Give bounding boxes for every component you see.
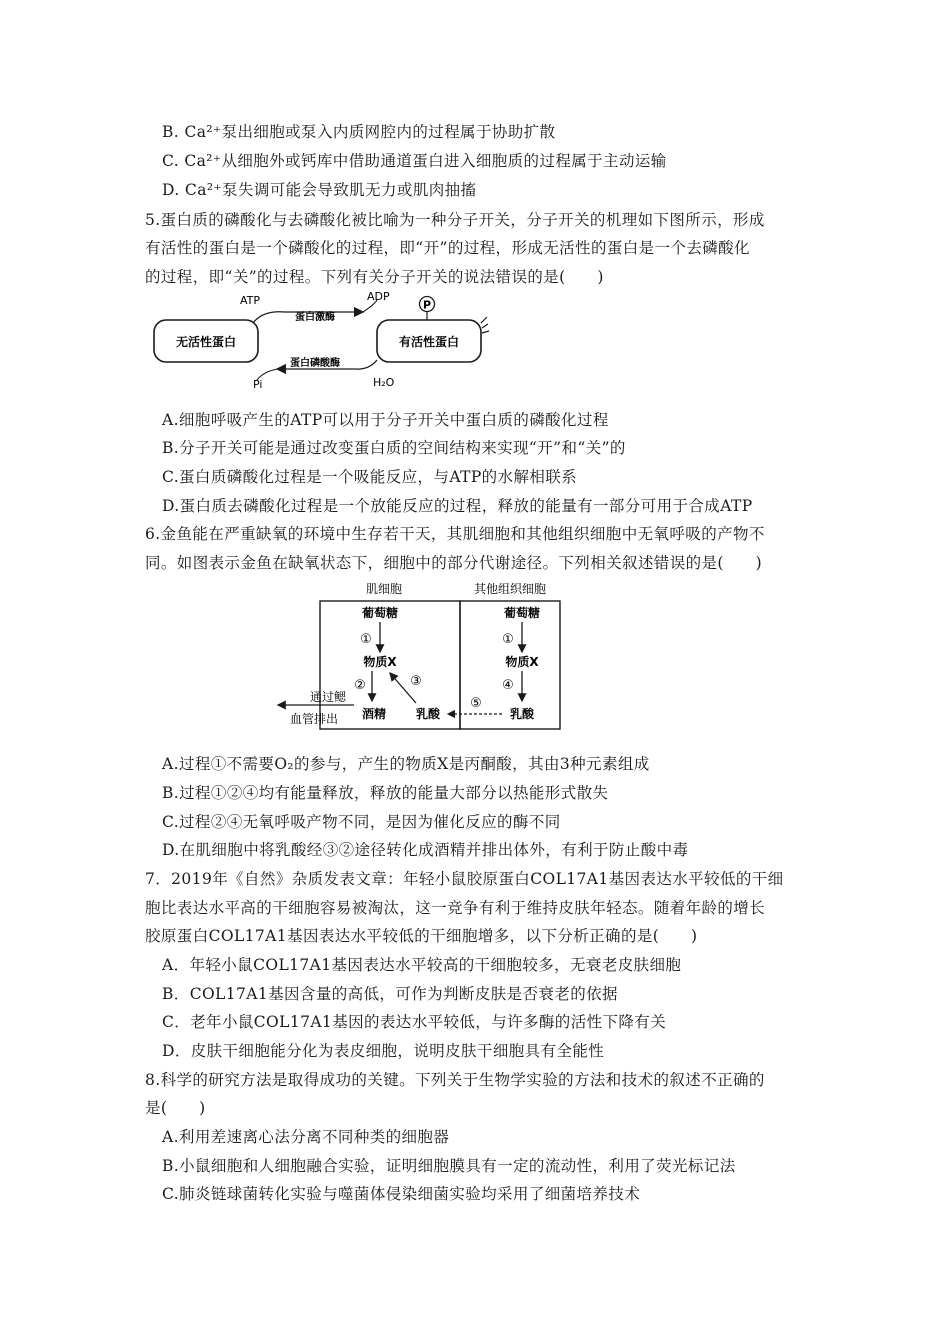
q6-option-d: D.在肌细胞中将乳酸经③②途径转化成酒精并排出体外，有利于防止酸中毒: [162, 841, 689, 859]
muscle-lactate: 乳酸: [415, 707, 441, 721]
q7-option-b: B．COL17A1基因含量的高低，可作为判断皮肤是否衰老的依据: [162, 985, 618, 1003]
q7-option-c: C．老年小鼠COL17A1基因的表达水平较低，与许多酶的活性下降有关: [162, 1013, 667, 1031]
q7-stem-line3: 胶原蛋白COL17A1基因表达水平较低的干细胞增多，以下分析正确的是( ): [145, 927, 698, 945]
other-substance-x: 物质X: [505, 655, 539, 669]
q6-option-c: C.过程②④无氧呼吸产物不同，是因为催化反应的酶不同: [162, 813, 561, 831]
pi-label: Pi: [253, 378, 263, 390]
q7-stem-line2: 胞比表达水平高的干细胞容易被淘汰，这一竞争有利于维持皮肤年轻态。随着年龄的增长: [145, 899, 766, 917]
q6-stem-line2: 同。如图表示金鱼在缺氧状态下，细胞中的部分代谢途径。下列相关叙述错误的是( ): [145, 554, 763, 572]
adp-label: ADP: [367, 290, 390, 303]
phosphatase-label: 蛋白磷酸酶: [290, 358, 340, 369]
muscle-substance-x: 物质X: [363, 655, 397, 669]
exit-label-gill: 通过鳃: [310, 690, 347, 704]
q7-option-a: A．年轻小鼠COL17A1基因表达水平较高的干细胞较多，无衰老皮肤细胞: [162, 956, 682, 974]
process-4: ④: [502, 678, 514, 693]
other-glucose: 葡萄糖: [503, 606, 541, 620]
q5-option-c: C.蛋白质磷酸化过程是一个吸能反应，与ATP的水解相联系: [162, 468, 578, 486]
q7-stem-line1: 7．2019年《自然》杂质发表文章：年轻小鼠胶原蛋白COL17A1基因表达水平较低的干细: [145, 870, 784, 888]
q5-stem-line2: 有活性的蛋白是一个磷酸化的过程，即“开”的过程，形成无活性的蛋白是一个去磷酸化: [145, 239, 750, 257]
q5-stem-line1: 5.蛋白质的磷酸化与去磷酸化被比喻为一种分子开关，分子开关的机理如下图所示，形成: [145, 211, 765, 229]
muscle-alcohol: 酒精: [361, 707, 387, 721]
inactive-protein-label: 无活性蛋白: [175, 335, 237, 349]
other-lactate: 乳酸: [509, 707, 535, 721]
q7-option-d: D．皮肤干细胞能分化为表皮细胞，说明皮肤干细胞具有全能性: [162, 1042, 605, 1060]
other-cell-header: 其他组织细胞: [473, 582, 547, 596]
q5-option-d: D.蛋白质去磷酸化过程是一个放能反应的过程，释放的能量有一部分可用于合成ATP: [162, 497, 753, 515]
h2o-label: H₂O: [373, 376, 395, 389]
q8-option-c: C.肺炎链球菌转化实验与噬菌体侵染细菌实验均采用了细菌培养技术: [162, 1185, 641, 1203]
q5-stem-line3: 的过程，即“关”的过程。下列有关分子开关的说法错误的是( ): [145, 268, 604, 286]
atp-label: ATP: [240, 294, 261, 307]
q6-option-b: B.过程①②④均有能量释放，释放的能量大部分以热能形式散失: [162, 784, 609, 802]
q8-stem-line2: 是( ): [145, 1099, 206, 1117]
process-5: ⑤: [470, 696, 482, 711]
q5-molecular-switch-diagram: [145, 290, 505, 390]
active-protein-marks: [481, 317, 489, 333]
q5-option-a: A.细胞呼吸产生的ATP可以用于分子开关中蛋白质的磷酸化过程: [162, 411, 609, 429]
phosphate-label: P: [422, 298, 432, 312]
kinase-label: 蛋白激酶: [295, 312, 335, 323]
muscle-glucose: 葡萄糖: [361, 606, 399, 620]
process-3: ③: [410, 674, 422, 689]
process-1-other: ①: [502, 632, 514, 647]
process-2: ②: [354, 678, 366, 693]
q4-option-d: D. Ca²⁺泵失调可能会导致肌无力或肌肉抽搐: [162, 181, 477, 199]
active-protein-label: 有活性蛋白: [398, 335, 460, 349]
q6-stem-line1: 6.金鱼能在严重缺氧的环境中生存若干天，其肌细胞和其他组织细胞中无氧呼吸的产物不: [145, 525, 765, 543]
process-1-muscle: ①: [360, 632, 372, 647]
muscle-cell-header: 肌细胞: [365, 582, 403, 596]
q8-stem-line1: 8.科学的研究方法是取得成功的关键。下列关于生物学实验的方法和技术的叙述不正确的: [145, 1071, 765, 1089]
q4-option-c: C. Ca²⁺从细胞外或钙库中借助通道蛋白进入细胞质的过程属于主动运输: [162, 152, 667, 170]
exit-label-blood: 血管排出: [290, 712, 339, 726]
q8-option-a: A.利用差速离心法分离不同种类的细胞器: [162, 1128, 450, 1146]
q6-metabolism-diagram: [276, 577, 566, 737]
q6-option-a: A.过程①不需要O₂的参与，产生的物质X是丙酮酸，其由3种元素组成: [162, 755, 650, 773]
q8-option-b: B.小鼠细胞和人细胞融合实验，证明细胞膜具有一定的流动性，利用了荧光标记法: [162, 1157, 736, 1175]
q5-option-b: B.分子开关可能是通过改变蛋白质的空间结构来实现“开”和“关”的: [162, 439, 626, 457]
q4-option-b: B. Ca²⁺泵出细胞或泵入内质网腔内的过程属于协助扩散: [162, 123, 556, 141]
